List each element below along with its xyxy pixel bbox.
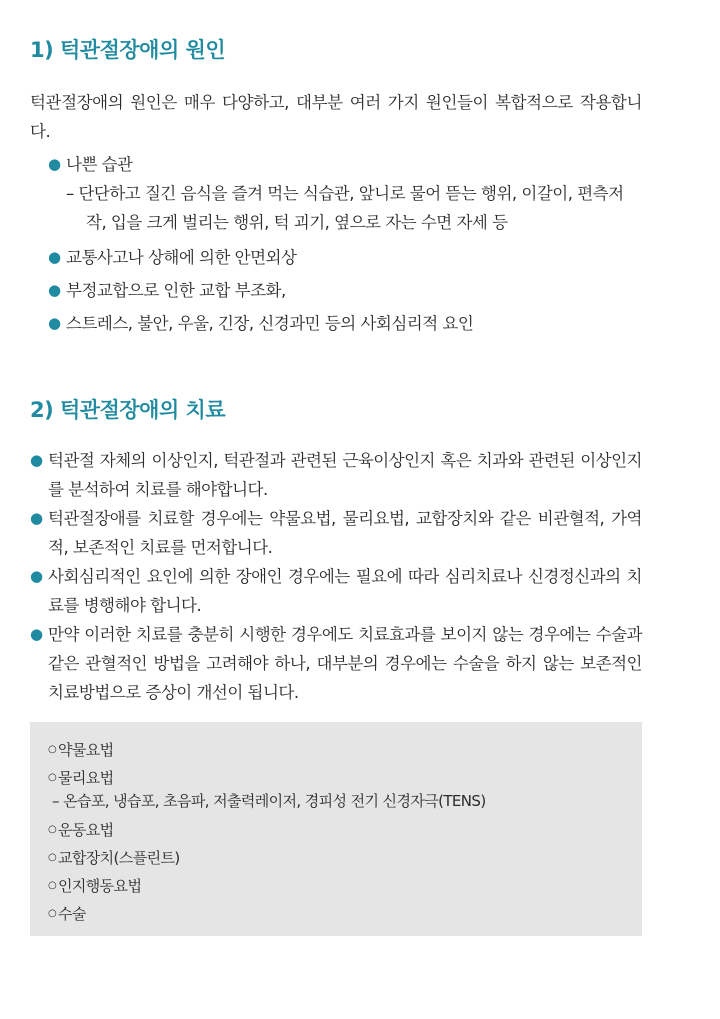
treatment-text: 턱관절장애를 치료할 경우에는 약물요법, 물리요법, 교합장치와 같은 비관혈적, 가역적, 보존적인 치료를 먼저합니다. — [48, 509, 642, 557]
option-label: 인지행동요법 — [58, 877, 142, 895]
bullet-icon: ● — [48, 155, 61, 173]
cause-label: 부정교합으로 인한 교합 부조화, — [66, 281, 286, 300]
list-item — [48, 844, 628, 872]
bullet-icon: ● — [30, 509, 43, 527]
treatment-list — [30, 446, 642, 707]
causes-list — [48, 150, 642, 338]
circle-bullet-icon: ○ — [48, 880, 57, 891]
cause-label: 교통사고나 상해에 의한 안면외상 — [66, 248, 297, 267]
list-item — [48, 736, 628, 764]
bullet-icon: ● — [48, 281, 61, 299]
bullet-icon: ● — [30, 567, 43, 585]
cause-label: 스트레스, 불안, 우울, 긴장, 신경과민 등의 사회심리적 요인 — [66, 314, 474, 333]
option-detail: – 온습포, 냉습포, 초음파, 저출력레이저, 경피성 전기 신경자극(TENS) — [52, 792, 486, 810]
treatment-text: 턱관절 자체의 이상인지, 턱관절과 관련된 근육이상인지 혹은 치과와 관련된 이상인지를 분석하여 치료를 해야합니다. — [48, 451, 642, 499]
list-item — [30, 562, 642, 620]
bullet-icon: ● — [30, 451, 43, 469]
circle-bullet-icon: ○ — [48, 852, 57, 863]
list-item — [48, 150, 642, 237]
option-label: 운동요법 — [58, 821, 114, 839]
treatment-text: 사회심리적인 요인에 의한 장애인 경우에는 필요에 따라 심리치료나 신경정신과의 치료를 병행해야 합니다. — [48, 567, 642, 615]
list-item — [48, 309, 642, 338]
list-item — [48, 900, 628, 928]
section-heading-causes: 1) 턱관절장애의 원인 — [30, 38, 226, 62]
circle-bullet-icon: ○ — [48, 908, 57, 919]
list-item — [48, 872, 628, 900]
list-item — [48, 276, 642, 305]
treatment-options-box — [30, 722, 642, 936]
bullet-icon: ● — [48, 248, 61, 266]
section-heading-treatment: 2) 턱관절장애의 치료 — [30, 398, 226, 422]
circle-bullet-icon: ○ — [48, 824, 57, 835]
list-item — [48, 764, 628, 810]
cause-label: 나쁜 습관 — [66, 155, 133, 174]
option-label: 약물요법 — [58, 741, 114, 759]
list-item — [48, 243, 642, 272]
circle-bullet-icon: ○ — [48, 744, 57, 755]
bullet-icon: ● — [30, 625, 43, 643]
option-label: 교합장치(스플린트) — [58, 849, 180, 867]
treatment-options-list — [48, 736, 628, 928]
treatment-text: 만약 이러한 치료를 충분히 시행한 경우에도 치료효과를 보이지 않는 경우에는 수술과 같은 관혈적인 방법을 고려해야 하나, 대부분의 경우에는 수술을 하지 않는 보존적인 치료방법으로 증상이 개선이 됩니다. — [48, 625, 642, 702]
list-item — [30, 504, 642, 562]
causes-intro: 턱관절장애의 원인은 매우 다양하고, 대부분 여러 가지 원인들이 복합적으로 작용합니다. — [30, 93, 642, 141]
list-item — [30, 446, 642, 504]
list-item — [48, 816, 628, 844]
option-label: 수술 — [58, 905, 86, 923]
cause-detail: – 단단하고 질긴 음식을 즐겨 먹는 식습관, 앞니로 물어 뜯는 행위, 이갈이, 편측저작, 입을 크게 벌리는 행위, 턱 괴기, 옆으로 자는 수면 자세 등 — [66, 184, 624, 232]
circle-bullet-icon: ○ — [48, 772, 57, 783]
list-item — [30, 620, 642, 707]
bullet-icon: ● — [48, 314, 61, 332]
option-label: 물리요법 — [58, 769, 114, 787]
